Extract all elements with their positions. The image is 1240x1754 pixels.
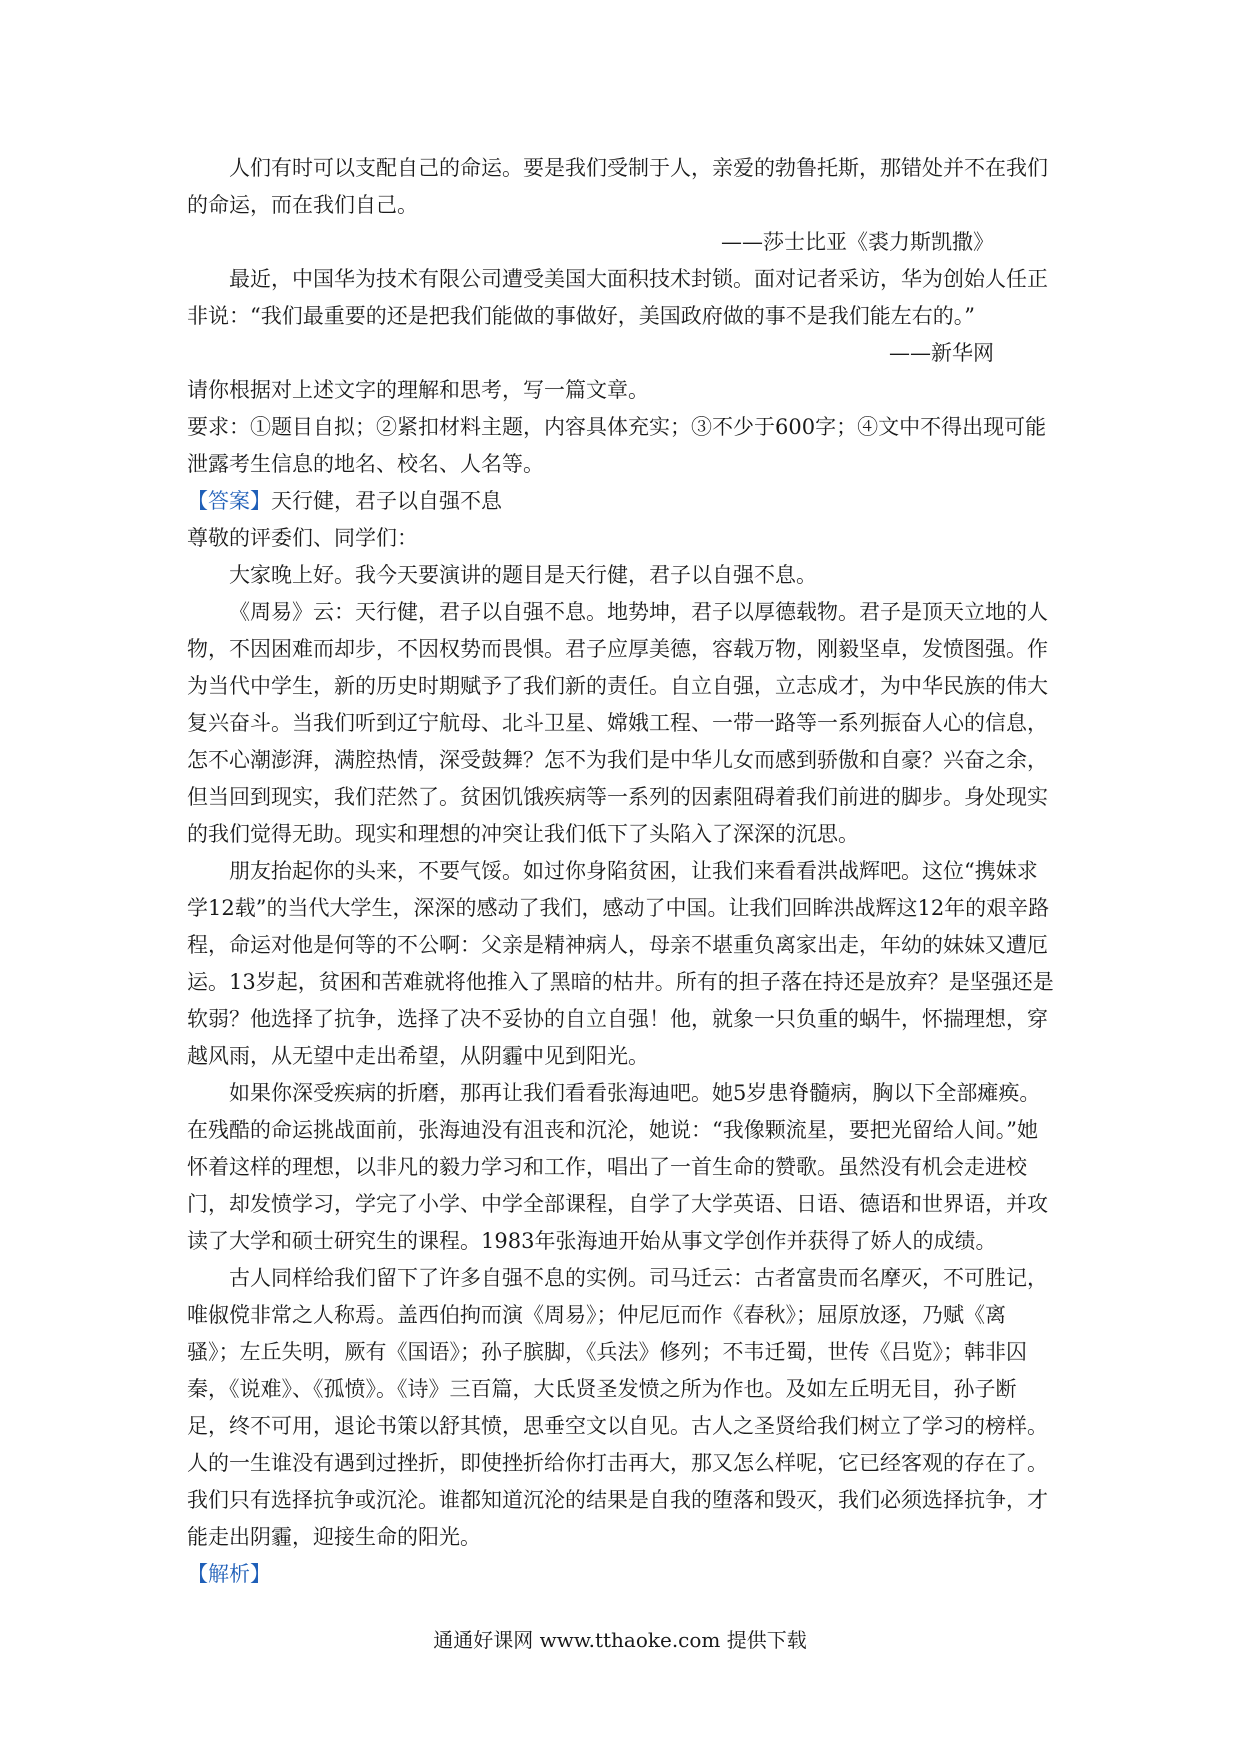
essay-paragraph: 朋友抬起你的头来，不要气馁。如过你身陷贫困，让我们来看看洪战辉吧。这位“携妹求学12载”的当代大学生，深深的感动了我们，感动了中国。让我们回眸洪战辉这12年的艰辛路程，命运对他是何等的不公啊：父亲是精神病人，母亲不堪重负离家出走，年幼的妹妹又遭厄运。13岁起，贫困和苦难就将他推入了黑暗的枯井。所有的担子落在持还是放弃？是坚强还是软弱？他选择了抗争，选择了决不妥协的自立自强！他，就象一只负重的蜗牛，怀揣理想，穿越风雨，从无望中走出希望，从阴霾中见到阳光。 [187,859,1054,1068]
quote-1-source: ——莎士比亚《裘力斯凯撒》 [721,230,994,254]
quote-2-text: 最近，中国华为技术有限公司遭受美国大面积技术封锁。面对记者采访，华为创始人任正非说：“我们最重要的还是把我们能做的事做好，美国政府做的事不是我们能左右的。” [187,267,1048,328]
answer-tag: 【答案】 [187,489,271,513]
essay-paragraph: 如果你深受疾病的折磨，那再让我们看看张海迪吧。她5岁患脊髓病，胸以下全部瘫痪。在残酷的命运挑战面前，张海迪没有沮丧和沉沦，她说：“我像颗流星，要把光留给人间。”她怀着这样的理想，以非凡的毅力学习和工作，唱出了一首生命的赞歌。虽然没有机会走进校门，却发愤学习，学完了小学、中学全部课程，自学了大学英语、日语、德语和世界语，并攻读了大学和硕士研究生的课程。1983年张海迪开始从事文学创作并获得了娇人的成绩。 [187,1081,1048,1253]
document-body [187,150,1054,1593]
essay-paragraph: 《周易》云：天行健，君子以自强不息。地势坤，君子以厚德载物。君子是顶天立地的人物，不因困难而却步，不因权势而畏惧。君子应厚美德，容载万物，刚毅坚卓，发愤图强。作为当代中学生，新的历史时期赋予了我们新的责任。自立自强，立志成才，为中华民族的伟大复兴奋斗。当我们听到辽宁航母、北斗卫星、嫦娥工程、一带一路等一系列振奋人心的信息，怎不心潮澎湃，满腔热情，深受鼓舞？怎不为我们是中华儿女而感到骄傲和自豪？兴奋之余，但当回到现实，我们茫然了。贫困饥饿疾病等一系列的因素阻碍着我们前进的脚步。身处现实的我们觉得无助。现实和理想的冲突让我们低下了头陷入了深深的沉思。 [187,600,1048,846]
quote-1-text: 人们有时可以支配自己的命运。要是我们受制于人，亲爱的勃鲁托斯，那错处并不在我们的命运，而在我们自己。 [187,156,1048,217]
essay-paragraph: 大家晚上好。我今天要演讲的题目是天行健，君子以自强不息。 [229,563,817,587]
essay-paragraph: 古人同样给我们留下了许多自强不息的实例。司马迁云：古者富贵而名摩灭，不可胜记，唯俶傥非常之人称焉。盖西伯拘而演《周易》；仲尼厄而作《春秋》；屈原放逐，乃赋《离骚》；左丘失明，厥有《国语》；孙子膑脚，《兵法》修列；不韦迁蜀，世传《吕览》；韩非囚秦，《说难》、《孤愤》。《诗》三百篇，大氐贤圣发愤之所为作也。及如左丘明无目，孙子断足，终不可用，退论书策以舒其愤，思垂空文以自见。古人之圣贤给我们树立了学习的榜样。 [187,1266,1048,1438]
essay-salutation: 尊敬的评委们、同学们： [187,526,418,550]
analysis-line [187,1556,1054,1593]
writing-requirements: 要求：①题目自拟；②紧扣材料主题，内容具体充实；③不少于600字；④文中不得出现可能泄露考生信息的地名、校名、人名等。 [187,415,1047,476]
writing-prompt: 请你根据对上述文字的理解和思考，写一篇文章。 [187,378,649,402]
answer-title: 天行健，君子以自强不息 [271,489,502,513]
quote-2-source: ——新华网 [889,341,994,365]
page-footer: 通通好课网 www.tthaoke.com 提供下载 [433,1628,807,1652]
essay-closing: 人的一生谁没有遇到过挫折，即使挫折给你打击再大，那又怎么样呢，它已经客观的存在了。我们只有选择抗争或沉沦。谁都知道沉沦的结果是自我的堕落和毁灭，我们必须选择抗争，才能走出阴霾，迎接生命的阳光。 [187,1451,1048,1549]
analysis-tag: 【解析】 [187,1562,271,1586]
answer-line [187,483,1054,520]
